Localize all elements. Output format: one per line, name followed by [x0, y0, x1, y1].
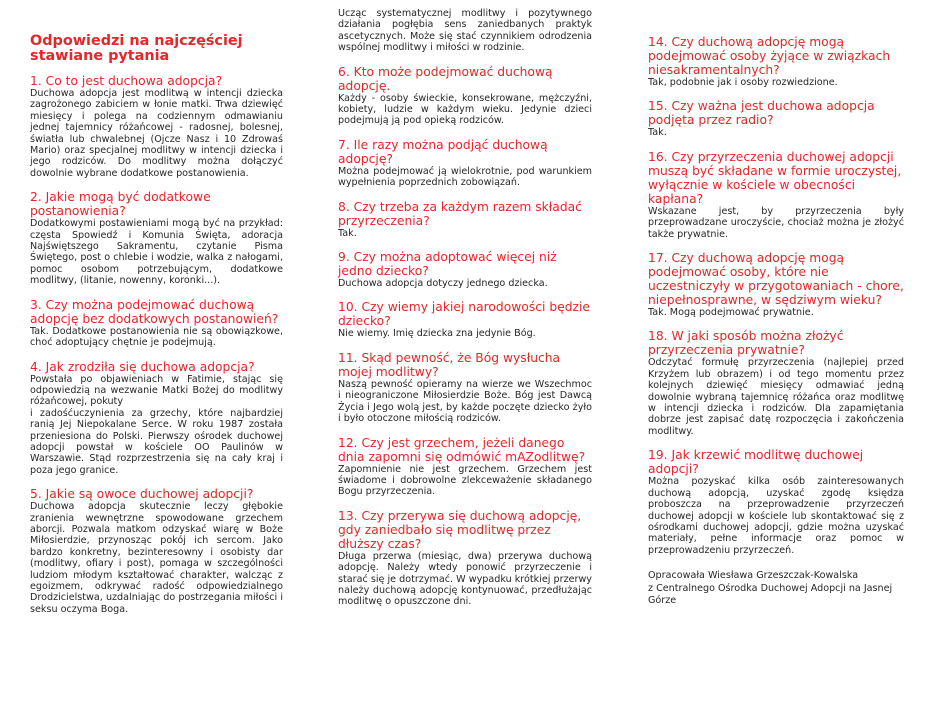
column-2-intro: Ucząc systematycznej modlitwy i pozytywnego działania pogłębia sens zaniedbanych praktyk ascetycznych. Może się stać czynnikiem odrodzenia wspólnej modlitwy i miłości w rodzinie. — [338, 8, 592, 54]
qa-item — [338, 250, 592, 289]
answer: Długa przerwa (miesiąc, dwa) przerywa duchową adopcję. Należy wtedy ponowić przyrzeczenie i starać się je dotrzymać. W wypadku krótkiej przerwy należy duchową adopcję kontynuować, przedłużając modlitwę o opuszczone dni. — [338, 550, 592, 608]
qa-list-2 — [338, 65, 592, 608]
answer: Wskazane jest, by przyrzeczenia były przeprowadzane uroczyście, chociaż można je złożyć także prywatnie. — [648, 205, 904, 240]
answer: Naszą pewność opieramy na wierze we Wszechmoc i nieograniczone Miłosierdzie Boże. Bóg jest Dawcą Życia i Jego wolą jest, by każde poczęte dziecko żyło i było otoczone miłością rodziców. — [338, 378, 592, 425]
question: 14. Czy duchową adopcję mogą podejmować osoby żyjące w związkach niesakramentalnych? — [648, 35, 891, 77]
page-title: Odpowiedzi na najczęściej stawiane pytania — [30, 33, 243, 64]
qa-item — [30, 190, 283, 286]
answer: Zapomnienie nie jest grzechem. Grzechem jest świadome i dobrowolne zlekceważenie składanego Bogu przyrzeczenia. — [338, 463, 592, 498]
question: 18. W jaki sposób można złożyć przyrzeczenia prywatnie? — [648, 329, 844, 358]
question: 6. Kto może podejmować duchową adopcję. — [338, 64, 553, 93]
answer: Duchowa adopcja jest modlitwą w intencji dziecka zagrożonego zabiciem w łonie matki. Trwa dziewięć miesięcy i polega na codziennym odmawianiu jednej tajemnicy różańcowej - radosnej, bolesnej, światła lub chwalebnej (Ojcze Nasz i 10 Zdrowaś Mario) oraz specjalnej modlitwy w intencji dziecka i jego rodziców. Do modlitwy można dołączyć dowolnie wybrane dodatkowe postanowienia. — [30, 88, 283, 179]
question: 4. Jak zrodziła się duchowa adopcja? — [30, 359, 255, 374]
answer: Odczytać formułę przyrzeczenia (najlepiej przed Krzyżem lub obrazem) i od tego momentu przez kolejnych dziewięć miesięcy odmawiać jedną dowolnie wybraną tajemnicę różańca oraz modlitwę w intencji dziecka i rodziców. Dla zapamiętania dobrze jest zapisać datę rozpoczęcia i zakończenia modlitwy. — [648, 357, 904, 437]
answer: Nie wiemy. Imię dziecka zna jedynie Bóg. — [338, 328, 536, 340]
question: 8. Czy trzeba za każdym razem składać przyrzeczenia? — [338, 199, 582, 228]
qa-item — [338, 351, 592, 425]
qa-item — [30, 298, 283, 349]
qa-list-3 — [648, 35, 904, 556]
column-2 — [338, 8, 592, 619]
qa-list-1 — [30, 74, 283, 615]
question: 16. Czy przyrzeczenia duchowej adopcji muszą być składane w formie uroczystej, wyłącznie w kościele w obecności kapłana? — [648, 149, 902, 206]
question: 1. Co to jest duchowa adopcja? — [30, 74, 223, 88]
author-credit: Opracowała Wiesława Grzeszczak-Kowalska z Centralnego Ośrodka Duchowej Adopcji na Jasnej Górze — [648, 570, 893, 607]
qa-item — [648, 251, 904, 318]
question: 11. Skąd pewność, że Bóg wysłucha mojej modlitwy? — [338, 350, 561, 379]
qa-item — [648, 99, 904, 138]
qa-item — [338, 300, 592, 339]
qa-item — [338, 138, 592, 189]
qa-item — [648, 329, 904, 437]
qa-item — [338, 436, 592, 498]
answer: Duchowa adopcja skutecznie leczy głębokie zranienia wewnętrzne spowodowane grzechem aborcji. Pozwala matkom odzyskać wiarę w Boże Miłosierdzie, przynosząc pokój ich sercom. Jako bardzo konkretny, bezinteresowny i osobisty dar (modlitwy, ofiary i post), pomaga w szczególności ludziom młodym kształtować charakter, walcząc z egoizmem, odkrywać radość odpowiedzialnego Drodzicielstwa, uzdalniając do postrzegania miłości i seksu oczyma Boga. — [30, 501, 283, 615]
answer: Tak. — [338, 227, 357, 239]
question: 19. Jak krzewić modlitwę duchowej adopcji? — [648, 448, 864, 477]
answer: Tak, podobnie jak i osoby rozwiedzione. — [648, 77, 838, 88]
qa-item — [338, 509, 592, 608]
answer: Tak. Dodatkowe postanowienia nie są obowiązkowe, choć adoptujący chętnie je podejmują. — [30, 325, 283, 349]
qa-item — [338, 65, 592, 127]
question: 9. Czy można adoptować więcej niż jedno dziecko? — [338, 250, 557, 279]
answer: Duchowa adopcja dotyczy jednego dziecka. — [338, 278, 548, 290]
question: 17. Czy duchową adopcję mogą podejmować osoby, które nie uczestniczyły w przygotowaniach - chore, niepełnosprawne, w sędziwym wieku? — [648, 251, 904, 308]
answer: Można podejmować ją wielokrotnie, pod warunkiem wypełnienia poprzednich zobowiązań. — [338, 165, 592, 189]
answer: Powstała po objawieniach w Fatimie, stając się odpowiedzią na wezwanie Matki Bożej do modlitwy różańcowej, pokuty i zadośćuczynienia za grzechy, które najbardziej ranią Jej Niepokalane Serce. W roku 1987 została przeniesiona do Polski. Pierwszy ośrodek duchowej adopcji powstał w kościele OO Paulinów w Warszawie. Stąd rozprzestrzenia się na cały kraj i poza jego granice. — [30, 373, 283, 476]
question: 10. Czy wiemy jakiej narodowości będzie dziecko? — [338, 300, 590, 329]
qa-item — [648, 448, 904, 556]
qa-item — [30, 74, 283, 179]
qa-item — [338, 200, 592, 239]
qa-item — [30, 487, 283, 615]
qa-item — [30, 360, 283, 477]
question: 5. Jakie są owoce duchowej adopcji? — [30, 487, 254, 502]
answer: Można pozyskać kilka osób zainteresowanych duchową adopcją, uzyskać zgodę księdza proboszcza na przeprowadzenie przyrzeczeń duchowej adopcji w kościele lub skontaktować się z ośrodkami duchowej adopcji, gdzie można uzyskać materiały, pełne informacje oraz pomoc w przeprowadzeniu przyrzeczeń. — [648, 476, 904, 556]
column-3 — [648, 35, 904, 608]
column-1 — [30, 34, 283, 626]
question: 7. Ile razy można podjąć duchową adopcję? — [338, 137, 548, 166]
answer: Tak. Mogą podejmować prywatnie. — [648, 307, 814, 319]
question: 2. Jakie mogą być dodatkowe postanowienia? — [30, 190, 211, 219]
qa-item — [648, 35, 904, 88]
answer: Dodatkowymi postawieniami mogą być na przykład: częsta Spowiedź i Komunia Święta, adoracja Najświętszego Sakramentu, czytanie Pisma Świętego, post o chlebie i wodzie, walka z nałogami, pomoc osobom potrzebującym, dodatkowe modlitwy, (litanie, nowenny, koronki...). — [30, 218, 283, 287]
answer: Każdy - osoby świeckie, konsekrowane, mężczyźni, kobiety, ludzie w każdym wieku. Jedynie dzieci podejmują ją pod opieką rodziców. — [338, 92, 592, 127]
question: 3. Czy można podejmować duchową adopcję bez dodatkowych postanowień? — [30, 297, 279, 326]
qa-item — [648, 150, 904, 240]
question: 13. Czy przerywa się duchową adopcję, gdy zaniedbało się modlitwę przez dłuższy czas? — [338, 508, 582, 551]
question: 12. Czy jest grzechem, jeżeli danego dnia zapomni się odmówić mAZodlitwę? — [338, 435, 586, 464]
question: 15. Czy ważna jest duchowa adopcja podjęta przez radio? — [648, 99, 875, 128]
answer: Tak. — [648, 127, 667, 139]
